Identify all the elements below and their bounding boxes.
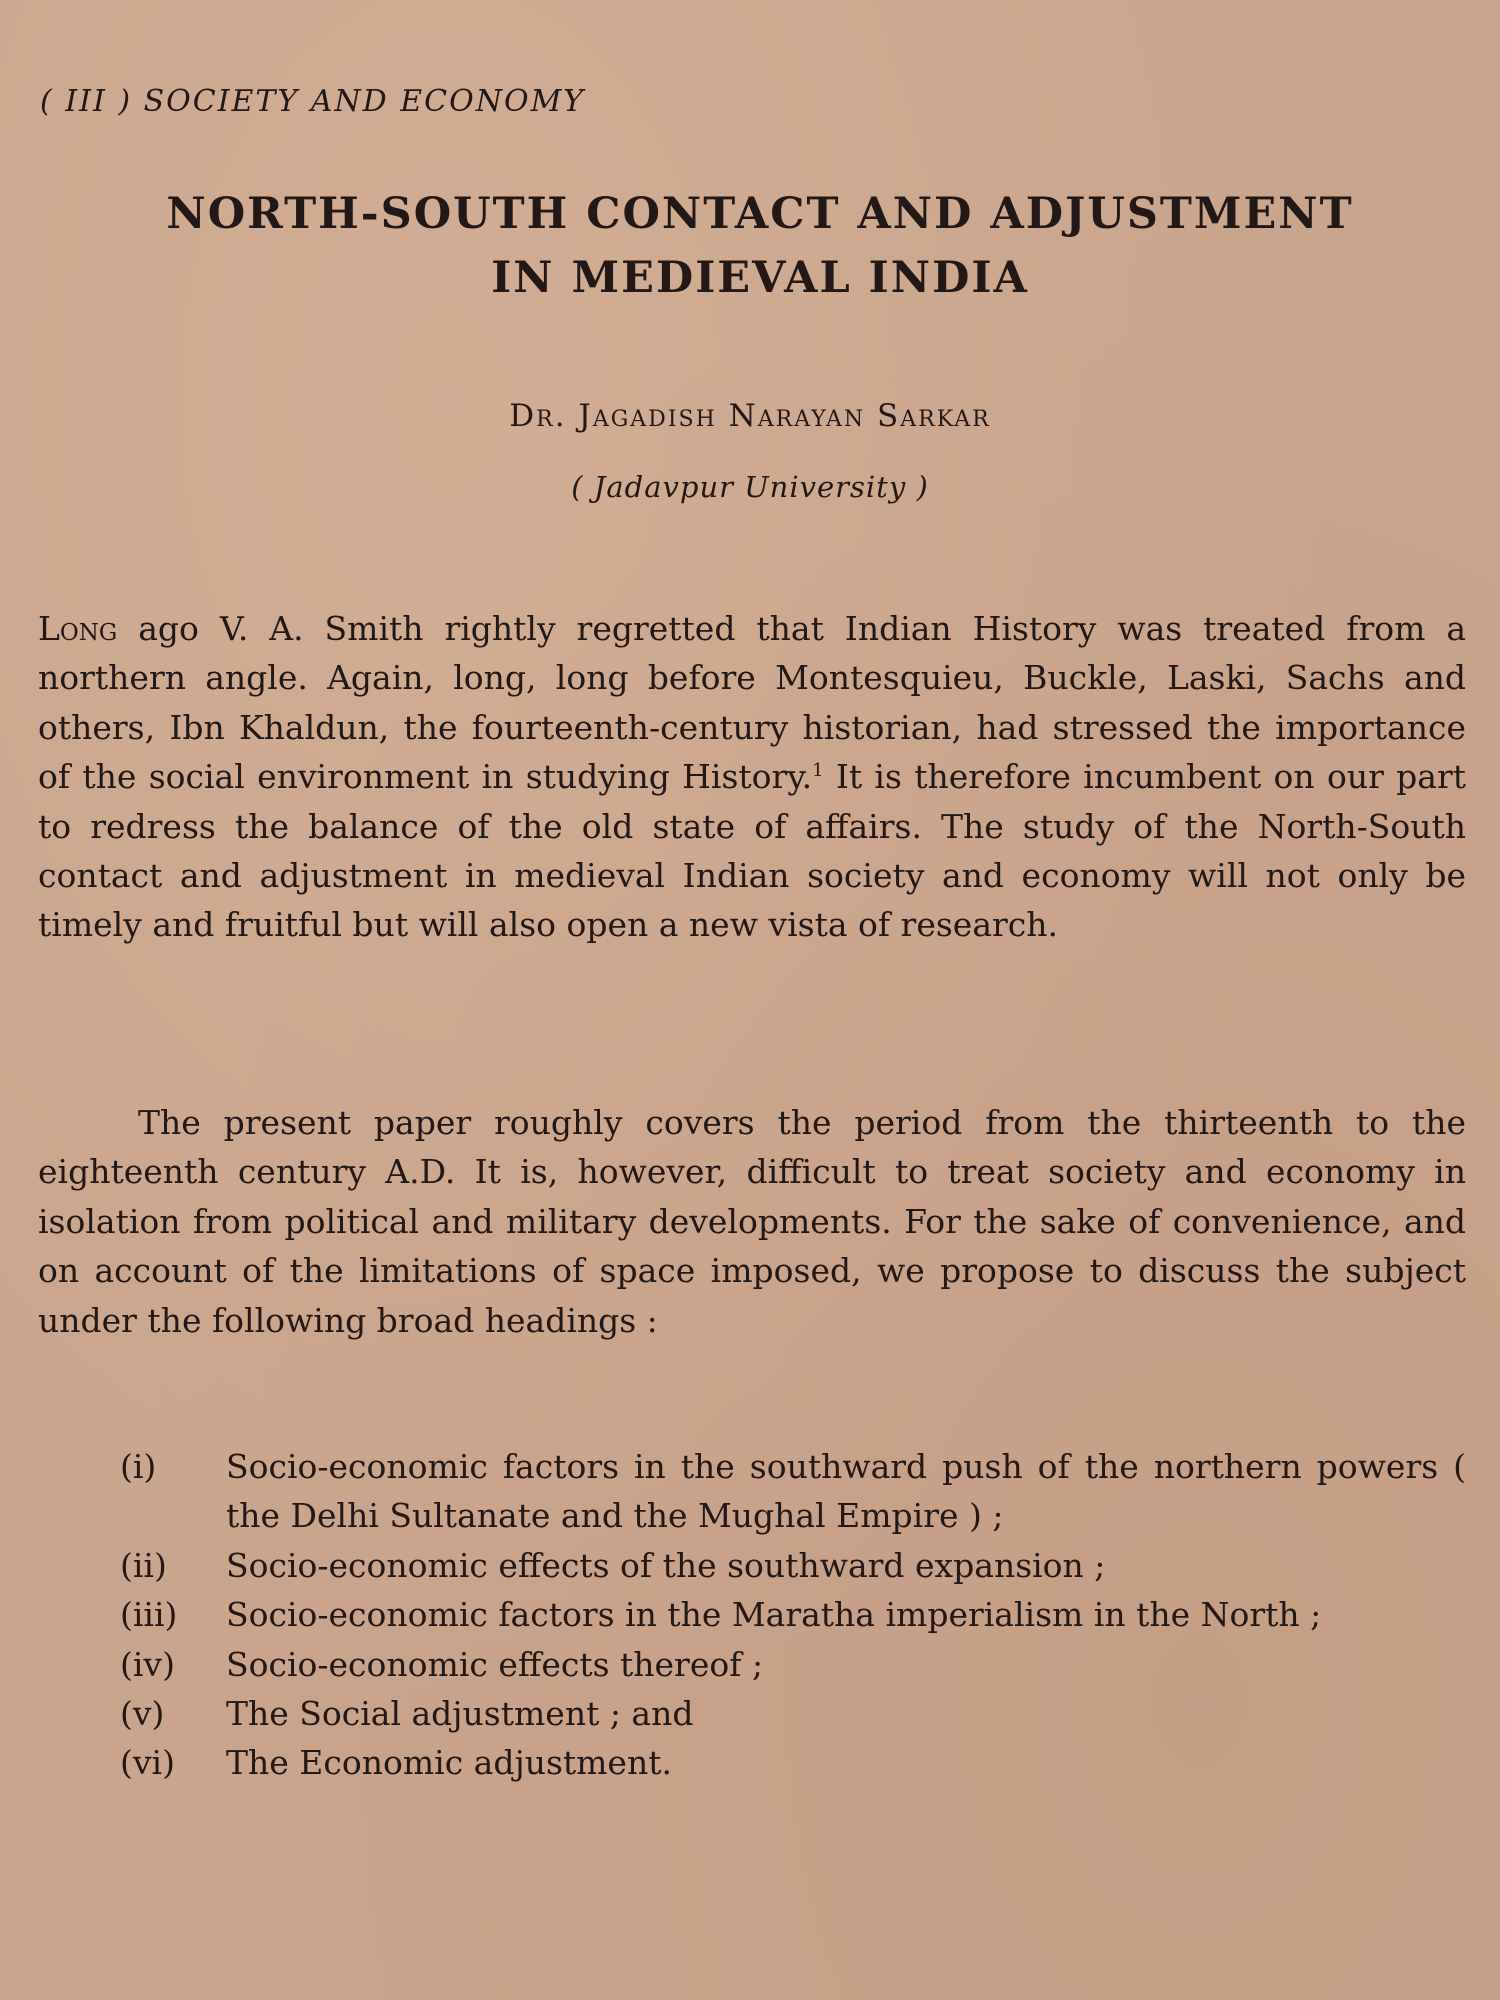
list-item (120, 1689, 1466, 1738)
list-item (120, 1640, 1466, 1689)
list-item (120, 1738, 1466, 1787)
article-title (60, 182, 1460, 310)
list-item-text: Socio-economic effects thereof ; (226, 1644, 764, 1684)
list-item-text: Socio-economic effects of the southward expansion ; (226, 1545, 1106, 1585)
list-item-number: (ii) (120, 1545, 167, 1585)
list-item (120, 1541, 1466, 1590)
section-label: ( III ) SOCIETY AND ECONOMY (40, 84, 586, 119)
paragraph-intro (38, 604, 1466, 950)
list-item-number: (iii) (120, 1595, 178, 1635)
list-item-number: (vi) (120, 1743, 175, 1783)
list-item-text: The Social adjustment ; and (226, 1694, 694, 1734)
list-item-number: (v) (120, 1694, 165, 1734)
list-item-text: Socio-economic factors in the Maratha imperialism in the North ; (226, 1595, 1322, 1635)
paragraph-intro-text: ago V. A. Smith rightly regretted that Indian History was treated from a northern angle. Again, long, long before Montesquieu, Buckle, Laski, Sachs and others, Ibn Khaldun, the fourteenth-century historian, had stressed the importance of the social environment in studying History. (38, 609, 1466, 797)
list-item-text: Socio-economic factors in the southward push of the northern powers ( the Delhi Sultanate and the Mughal Empire ) ; (226, 1447, 1466, 1536)
title-line-2: IN MEDIEVAL INDIA (491, 253, 1029, 303)
list-item (120, 1590, 1466, 1639)
list-item (120, 1442, 1466, 1541)
paragraph-intro-text-continued: It is therefore incumbent on our part to redress the balance of the old state of affairs. The study of the North-South contact and adjustment in medieval Indian society and economy will not only be timely and fruitful but will also open a new vista of research. (38, 757, 1466, 945)
paragraph-lead-word: Long (38, 609, 118, 648)
author-name: Dr. Jagadish Narayan Sarkar (509, 398, 991, 434)
headings-list (120, 1442, 1466, 1788)
author-affiliation: ( Jadavpur University ) (571, 470, 929, 504)
list-item-text: The Economic adjustment. (226, 1743, 672, 1783)
title-line-1: NORTH-SOUTH CONTACT AND ADJUSTMENT (166, 189, 1354, 239)
footnote-marker[interactable]: 1 (812, 760, 824, 782)
list-item-number: (iv) (120, 1644, 175, 1684)
paragraph-scope: The present paper roughly covers the period from the thirteenth to the eighteenth century A.D. It is, however, difficult to treat society and economy in isolation from political and military developments. For the sake of convenience, and on account of the limitations of space imposed, we propose to discuss the subject under the following broad headings : (38, 1103, 1466, 1340)
list-item-number: (i) (120, 1447, 157, 1486)
